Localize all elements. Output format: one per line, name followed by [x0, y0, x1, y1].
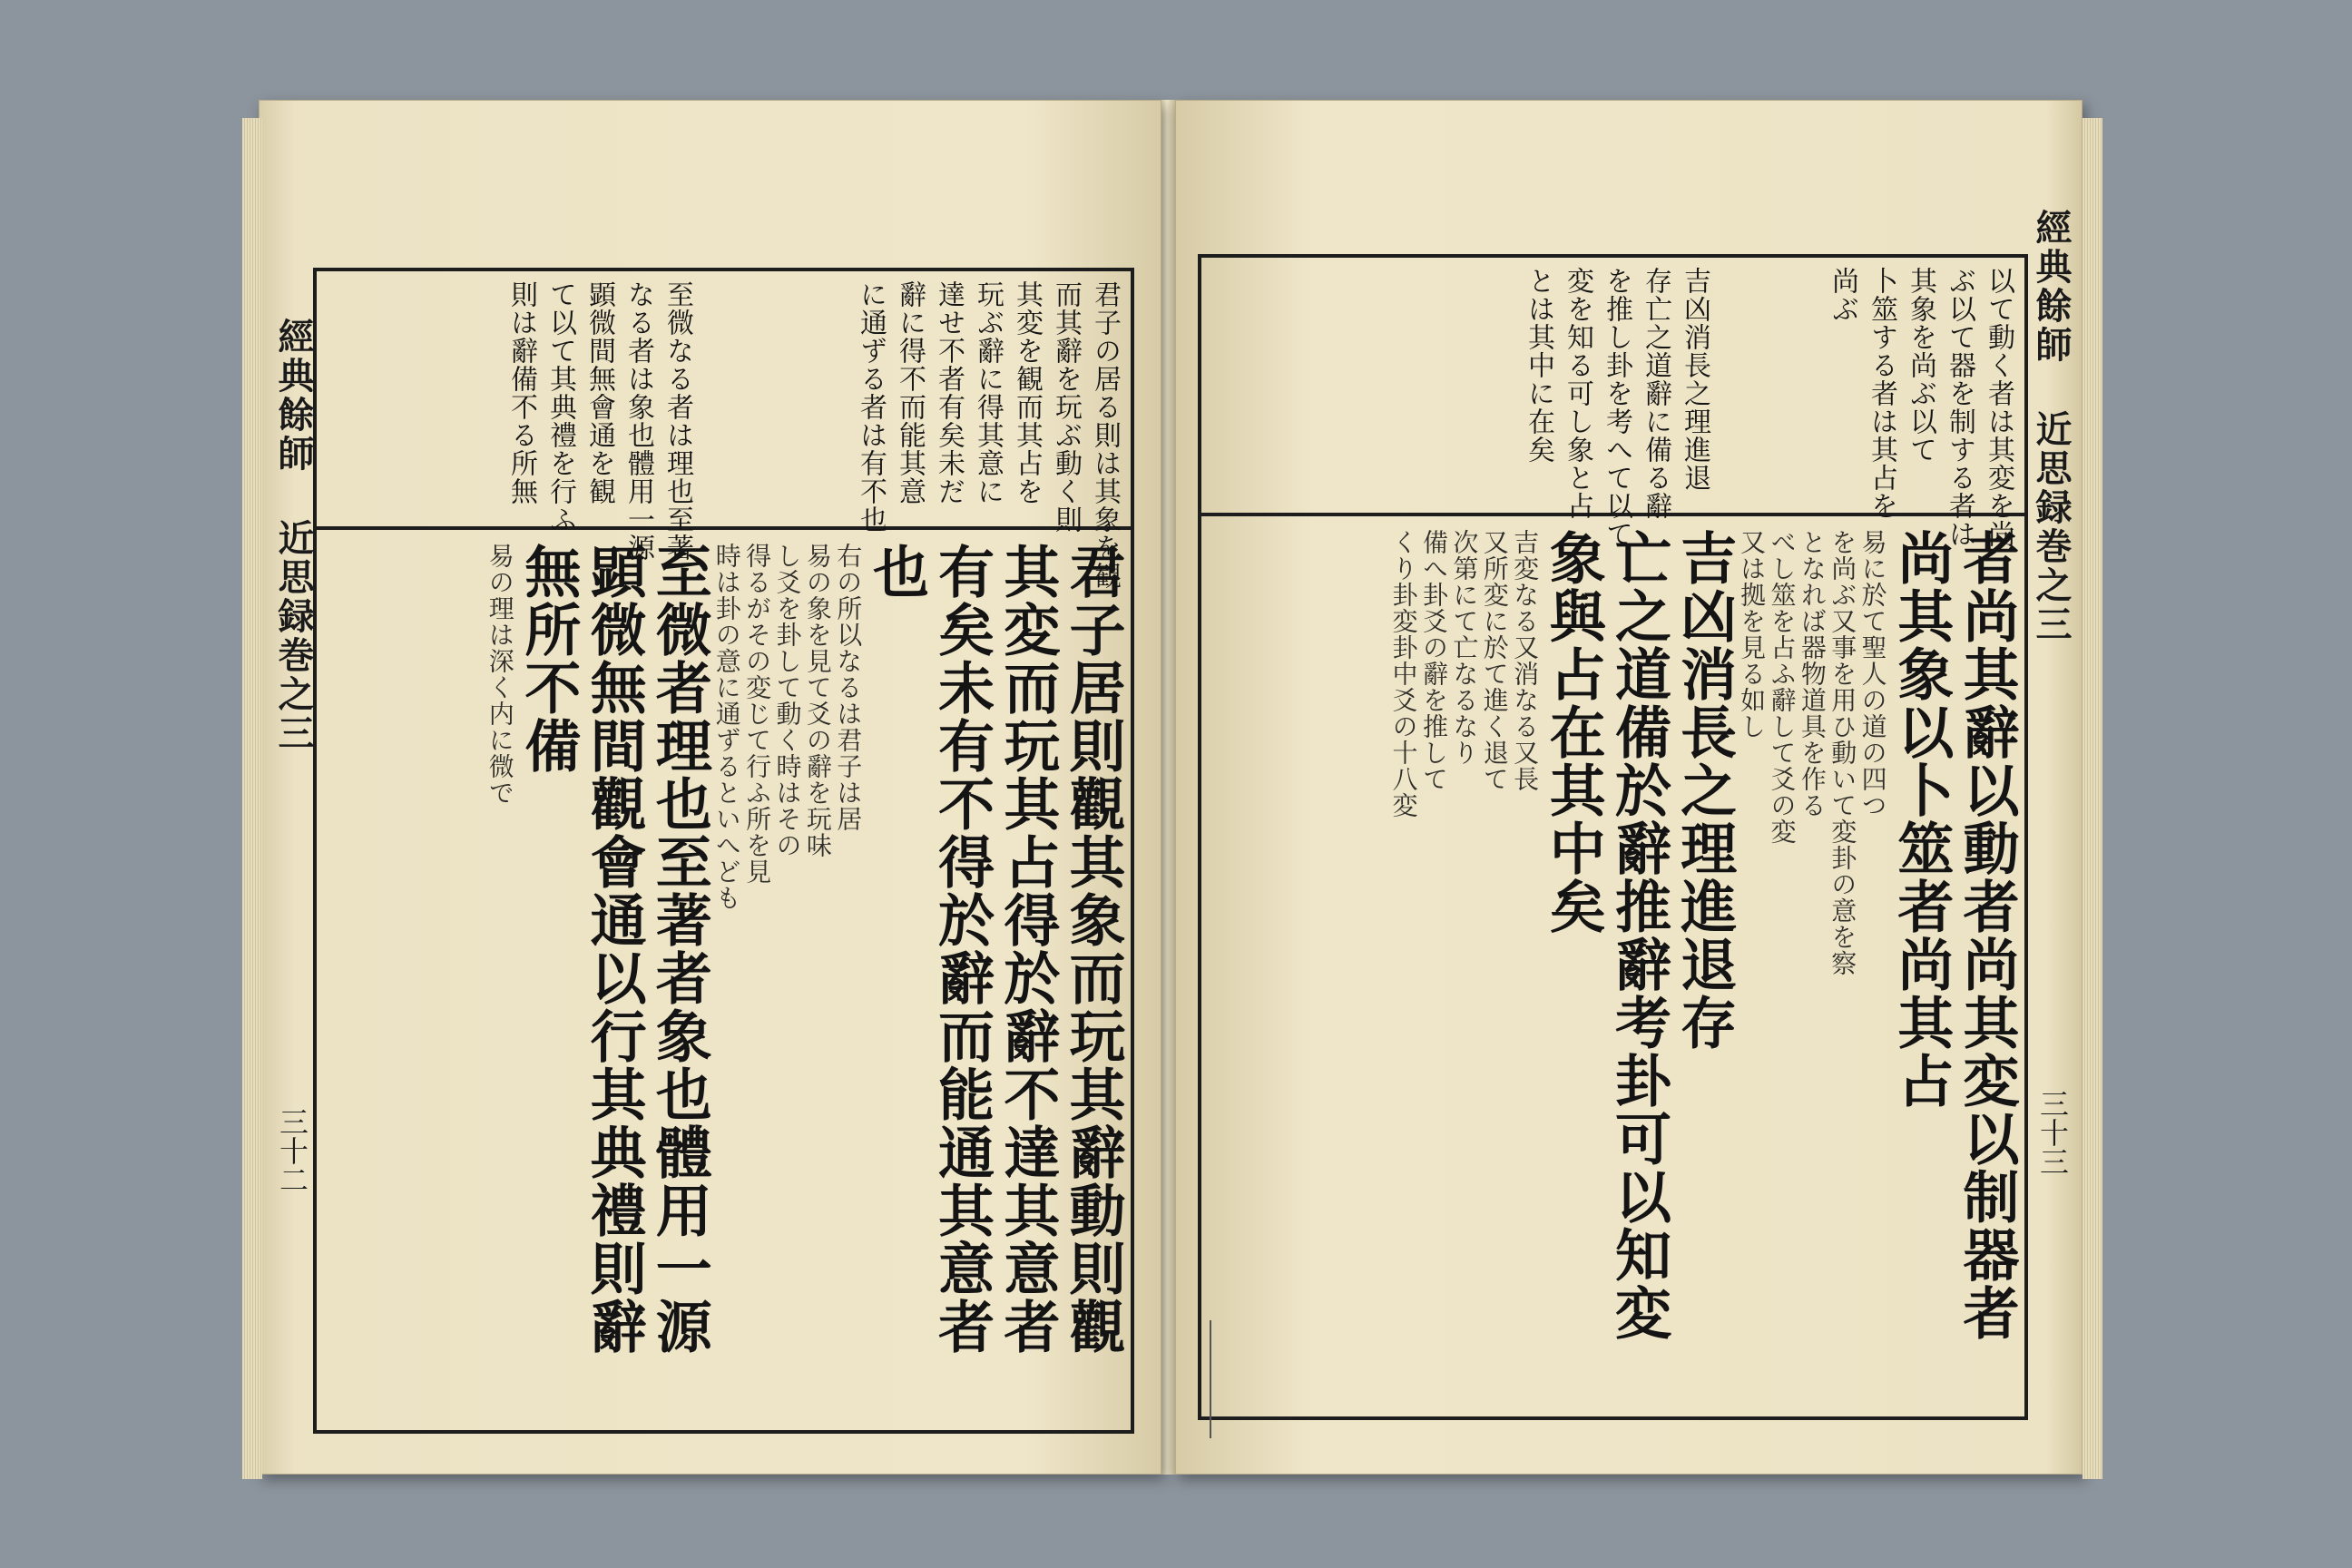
main-text-column: 也 — [863, 543, 930, 601]
upper-note-column: 其変を観而其占を — [1011, 280, 1043, 505]
upper-note-column: なる者は象也體用一源 — [622, 280, 654, 562]
left-upper-commentary — [317, 271, 1131, 590]
upper-note-column: 至微なる者は理也至著 — [662, 280, 693, 562]
left-page-edge — [242, 118, 262, 1479]
upper-note-column: 君子の居る則は其象を観 — [1089, 280, 1121, 590]
upper-note-column: を推し卦を考へて以て — [1601, 267, 1632, 548]
main-text-column: 有矣未有不得於辭而能通其意者 — [928, 543, 995, 1356]
commentary-column: 又所変に於て進く退て — [1479, 529, 1510, 792]
commentary-column: となれば器物道具を作る — [1797, 529, 1828, 818]
main-text-column: 象與占在其中矣 — [1540, 529, 1607, 936]
upper-note-column: 其象を尚ぶ以て — [1905, 267, 1936, 464]
left-text-frame — [313, 268, 1134, 1434]
main-text-column: 顕微無間觀會通以行其典禮則辭 — [581, 543, 648, 1356]
commentary-column: し爻を卦して動く時はその — [772, 543, 803, 858]
upper-note-column: 尚ぶ — [1827, 267, 1858, 323]
commentary-column: を尚ぶ又事を用ひ動いて変卦の意を察 — [1828, 529, 1858, 976]
main-text-column: 無所不備 — [514, 543, 582, 775]
commentary-column: 次第にて亡なるなり — [1449, 529, 1480, 766]
right-upper-commentary — [1201, 258, 2024, 548]
right-page-edge — [2082, 118, 2102, 1479]
commentary-column: 備へ卦爻の辭を推して — [1418, 529, 1449, 792]
commentary-column: 易に於て聖人の道の四つ — [1857, 529, 1888, 818]
upper-note-column: 吉凶消長之理進退 — [1679, 267, 1710, 492]
commentary-column: 得るがその変じて行ふ所を見 — [742, 543, 773, 885]
main-text-column: 君子居則觀其象而玩其辭動則觀 — [1060, 543, 1126, 1356]
main-text-column: 尚其象以卜筮者尚其占 — [1887, 529, 1955, 1110]
upper-note-column: 卜筮する者は其占を — [1866, 267, 1897, 520]
upper-note-column: 存亡之道辭に備る辭 — [1640, 267, 1671, 520]
upper-note-column: 則は辭備不る所無 — [505, 280, 537, 505]
right-margin-title: 經典餘師 近思録巻之三 — [2030, 209, 2073, 644]
upper-note-column: て以て其典禮を行ふ — [544, 280, 576, 534]
upper-note-column: ぶ以て器を制する者は — [1944, 267, 1975, 548]
upper-note-column: とは其中に在矣 — [1523, 267, 1554, 464]
upper-note-column: 顕微間無會通を観 — [583, 280, 615, 505]
upper-note-column: 変を知る可し象と占 — [1562, 267, 1593, 520]
left-page — [259, 100, 1161, 1475]
left-main-text — [317, 530, 1131, 1430]
main-text-column: 吉凶消長之理進退存 — [1671, 529, 1738, 1052]
commentary-column: 又は拠を見る如し — [1737, 529, 1768, 740]
left-margin-title: 經典餘師 近思録巻之三 — [272, 318, 315, 753]
commentary-column: 時は卦の意に通ずるといへども — [711, 543, 742, 911]
right-folio: 三十三 — [2035, 1089, 2070, 1176]
main-text-column: 至微者理也至著者象也體用一源 — [646, 543, 713, 1356]
right-main-text — [1201, 516, 2024, 1416]
upper-note-column: に通ずる者は有不也 — [855, 280, 887, 534]
commentary-column: 吉変なる又消なる又長 — [1510, 529, 1541, 792]
commentary-column: 易の理は深く内に微で — [485, 543, 515, 806]
open-book — [259, 86, 2082, 1502]
upper-note-column: 以て動く者は其変を尚 — [1983, 267, 2014, 548]
commentary-column: べし筮を占ふ辭して爻の変 — [1767, 529, 1798, 845]
commentary-column: 易の象を見て爻の辭を玩味 — [802, 543, 833, 858]
main-text-column: 亡之道備於辭推辭考卦可以知変 — [1605, 529, 1672, 1342]
upper-note-column: 而其辭を玩ぶ動く則 — [1050, 280, 1082, 534]
binding-thread — [1210, 1320, 1211, 1438]
main-text-column: 者尚其辭以動者尚其変以制器者 — [1954, 529, 2020, 1342]
main-text-column: 其変而玩其占得於辭不達其意者 — [994, 543, 1061, 1356]
upper-note-column: 玩ぶ辭に得其意に — [972, 280, 1004, 505]
right-text-frame — [1198, 254, 2028, 1420]
upper-note-column: 達せ不者有矣未だ — [933, 280, 965, 505]
commentary-column: くり卦変卦中爻の十八変 — [1388, 529, 1419, 818]
upper-note-column: 辭に得不而能其意 — [894, 280, 926, 505]
right-page — [1175, 100, 2082, 1475]
left-folio: 三十二 — [275, 1107, 309, 1194]
commentary-column: 右の所以なるは君子は居 — [833, 543, 864, 832]
